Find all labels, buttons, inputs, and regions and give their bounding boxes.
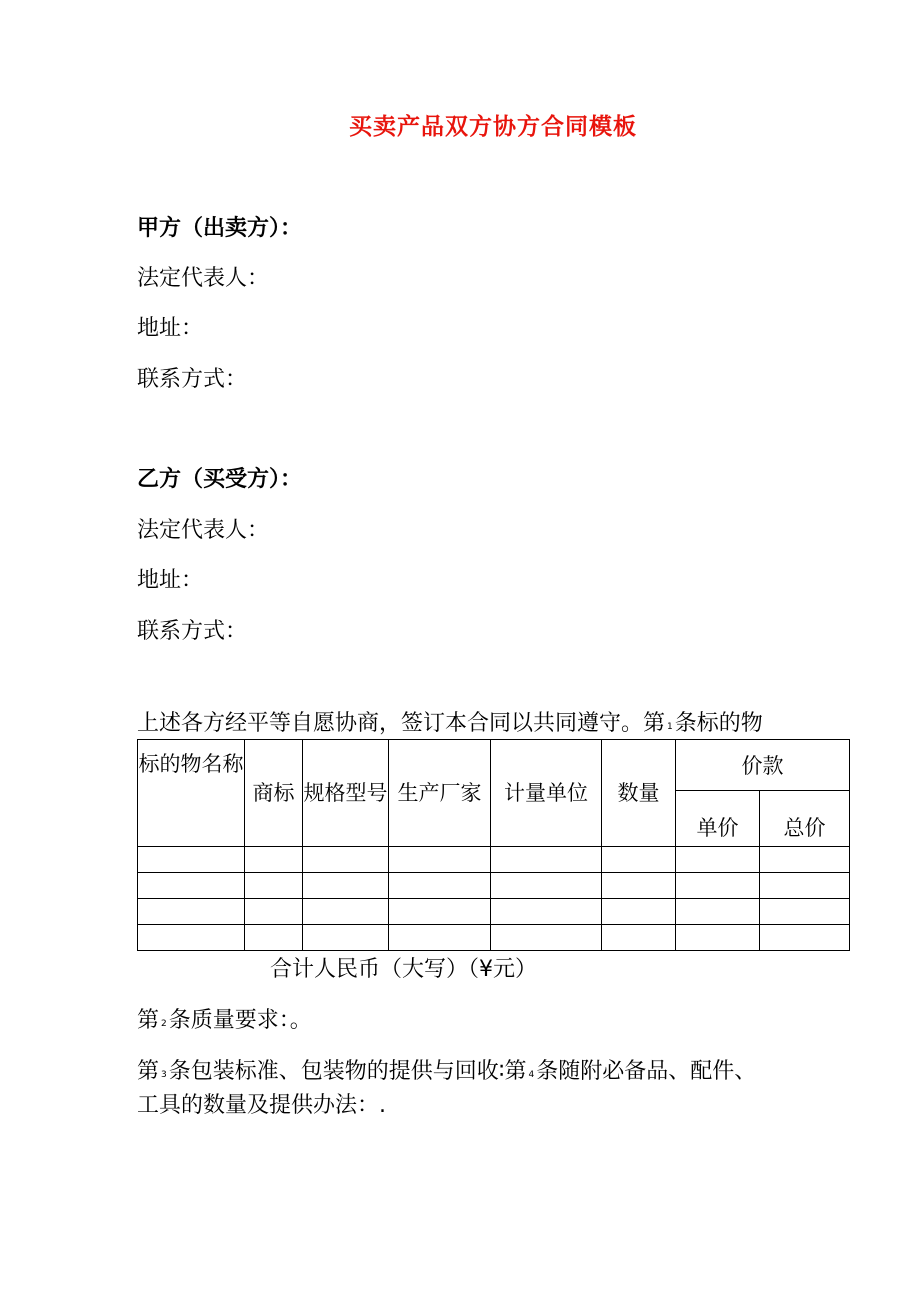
article-prefix: 第 [137,1008,160,1033]
header-manufacturer: 生产厂家 [389,740,491,847]
article-prefix: 第 [137,1059,160,1084]
table-cell[interactable] [303,925,389,951]
article-2-quality [137,1003,312,1034]
table-cell[interactable] [602,873,676,899]
intro-paragraph [137,706,763,737]
table-cell[interactable] [676,899,760,925]
table-row [138,847,850,873]
party-a-contact: 联系方式： [137,367,248,392]
table-cell[interactable] [138,925,245,951]
party-b-contact: 联系方式： [137,619,248,644]
table-cell[interactable] [303,899,389,925]
table-cell[interactable] [389,925,491,951]
table-cell[interactable] [676,847,760,873]
table-cell[interactable] [389,899,491,925]
items-table [137,739,850,951]
party-a-address: 地址： [137,316,204,341]
article-number: 3 [161,1070,167,1080]
table-cell[interactable] [138,847,245,873]
party-a-heading: 甲方（出卖方）： [137,216,303,241]
table-cell[interactable] [602,899,676,925]
header-brand: 商标 [245,740,303,847]
article-4-continuation: 工具的数量及提供办法：. [137,1093,386,1118]
table-cell[interactable] [303,873,389,899]
table-cell[interactable] [676,873,760,899]
table-cell[interactable] [760,899,850,925]
table-cell[interactable] [491,873,602,899]
table-cell[interactable] [245,847,303,873]
table-cell[interactable] [491,899,602,925]
table-cell[interactable] [303,847,389,873]
table-cell[interactable] [389,873,491,899]
table-cell[interactable] [602,847,676,873]
header-unit-price: 单价 [676,791,760,847]
table-cell[interactable] [138,873,245,899]
table-cell[interactable] [245,899,303,925]
party-b-address: 地址： [137,568,204,593]
header-model: 规格型号 [303,740,389,847]
table-cell[interactable] [389,847,491,873]
article-text: 条质量要求：。 [168,1008,312,1033]
intro-text: 上述各方经平等自愿协商，签订本合同以共同遵守。第 [137,711,666,736]
article-number: 2 [161,1019,167,1029]
party-b-heading: 乙方（买受方）： [137,467,303,492]
header-quantity: 数量 [602,740,676,847]
table-cell[interactable] [760,873,850,899]
table-cell[interactable] [245,925,303,951]
table-row [138,899,850,925]
table-cell[interactable] [138,899,245,925]
document-title: 买卖产品双方协方合同模板 [349,114,637,140]
table-cell[interactable] [245,873,303,899]
table-cell[interactable] [760,925,850,951]
article-text: 条随附必备品、配件、 [536,1059,757,1084]
header-total-price: 总价 [760,791,850,847]
party-b-representative: 法定代表人： [137,518,270,543]
table-row [138,925,850,951]
header-price: 价款 [676,740,850,791]
table-cell[interactable] [676,925,760,951]
table-cell[interactable] [491,925,602,951]
total-amount-line: 合计人民币（大写）（¥元） [270,957,537,982]
intro-tail: 条标的物 [674,711,763,736]
table-row [138,873,850,899]
article-text: 条包装标准、包装物的提供与回收∶第 [168,1059,527,1084]
party-a-representative: 法定代表人： [137,266,270,291]
header-unit: 计量单位 [491,740,602,847]
article-3-packaging [137,1054,756,1085]
table-cell[interactable] [491,847,602,873]
header-item-name: 标的物名称 [138,740,245,847]
article-number: 4 [528,1070,535,1080]
table-cell[interactable] [602,925,676,951]
article-number: 1 [667,722,673,732]
table-cell[interactable] [760,847,850,873]
